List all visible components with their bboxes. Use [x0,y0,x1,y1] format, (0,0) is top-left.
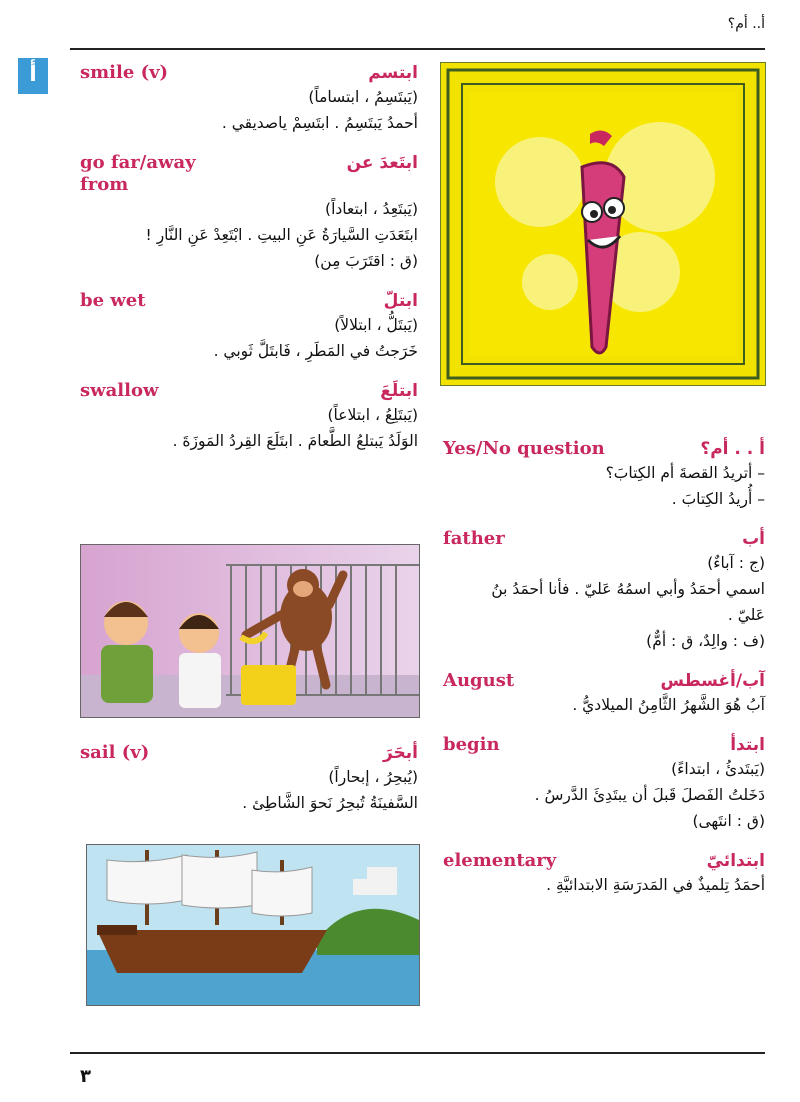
entry-arabic: ابتدائيّ [706,851,765,871]
entry-arabic: أبحَرَ [382,743,418,763]
entry-go-far [80,152,418,274]
entry-line: أحمدُ يَبتَسِمُ . ابتَسِمْ ياصديقي . [221,114,418,132]
entry-august [443,670,765,718]
entry-yes-no-question [443,438,765,512]
entry-line: (يَبتَعِدُ ، ابتعاداً) [325,200,418,218]
entry-english: father [443,528,505,549]
entry-english: elementary [443,850,557,871]
entry-line: خَرَجتُ في المَطَرِ ، فَابتَلَّ ثَوبي . [213,342,418,360]
entry-line: – أُريدُ الكِتابَ . [671,490,765,508]
entry-line: الوَلَدُ يَبتلعُ الطَّعامَ . ابتَلَعَ القِردُ المَوزَةَ . [172,432,418,450]
entry-line: اسمي أحمَدُ وأبي اسمُهُ عَليّ . فأنا أحمَدُ بنُ [491,580,765,598]
entry-elementary [443,850,765,898]
entry-english: sail (v) [80,742,150,763]
page-number: ٣ [80,1066,91,1087]
letter-alif-illustration [440,62,766,386]
entry-line: أحمَدُ تِلميذٌ في المَدرَسَةِ الابتدائيَّةِ . [546,876,765,894]
entry-english: go far/away from [80,152,196,195]
entry-father [443,528,765,654]
letter-tab: أ [18,58,48,94]
right-column [443,438,765,914]
entry-arabic: ابتَعدَ عن [346,153,418,173]
running-head: أ.. أم؟ [727,16,765,32]
entry-smile [80,62,418,136]
entry-english: August [443,670,515,691]
entry-english: be wet [80,290,146,311]
footer-rule [70,1052,765,1054]
ship-illustration [86,844,420,1006]
entry-begin [443,734,765,834]
entry-line: (يَبتَدئُ ، ابتداءً) [671,760,765,778]
entry-line: (ق : اقتَرَبَ مِن) [314,252,418,270]
entry-sail [80,742,418,816]
entry-line: (يَبتَلُّ ، ابتلالاً) [334,316,418,334]
entry-english: smile (v) [80,62,169,83]
entry-arabic: ابتلّ [383,291,418,311]
entry-english: begin [443,734,500,755]
entry-line: (ج : آباءٌ) [707,554,765,572]
entry-line: (ف : والِدٌ، ق : أمٌّ) [646,632,765,650]
entry-arabic: ابتسم [368,63,418,83]
left-column [80,62,418,470]
entry-english: Yes/No question [443,438,605,459]
entry-line: (يَبتَلِعُ ، ابتلاعاً) [327,406,418,424]
entry-line: عَليّ . [727,606,765,624]
entry-arabic: أ . . أم؟ [700,439,765,459]
entry-line: دَخَلتُ الفَصلَ قَبلَ أن يبتَدِئَ الدَّرسُ . [534,786,765,804]
entry-arabic: ابتدأ [730,735,765,755]
entry-line: (يَبتَسِمُ ، ابتساماً) [308,88,418,106]
monkey-illustration [80,544,420,718]
entry-line: ابتَعَدَتِ السَّيارَةُ عَنِ البيتِ . ابْتَعِدْ عَنِ النَّارِ ! [145,226,418,244]
entry-be-wet [80,290,418,364]
entry-english: swallow [80,380,159,401]
entry-line: السَّفينَةُ تُبحِرُ نَحوَ الشَّاطِئ . [242,794,418,812]
entry-line: (ق : انتَهى) [692,812,765,830]
entry-arabic: آب/أغسطس [660,671,765,691]
entry-line: – أتريدُ القصةَ أم الكِتابَ؟ [605,464,765,482]
entry-arabic: ابتلَعَ [380,381,418,401]
entry-swallow [80,380,418,454]
entry-line: (يُبحِرُ ، إبحاراً) [328,768,418,786]
page-header [70,14,765,50]
entry-arabic: أب [742,529,765,549]
entry-line: آبُ هُوَ الشَّهرُ الثَّامِنُ الميلاديُّ . [572,696,765,714]
